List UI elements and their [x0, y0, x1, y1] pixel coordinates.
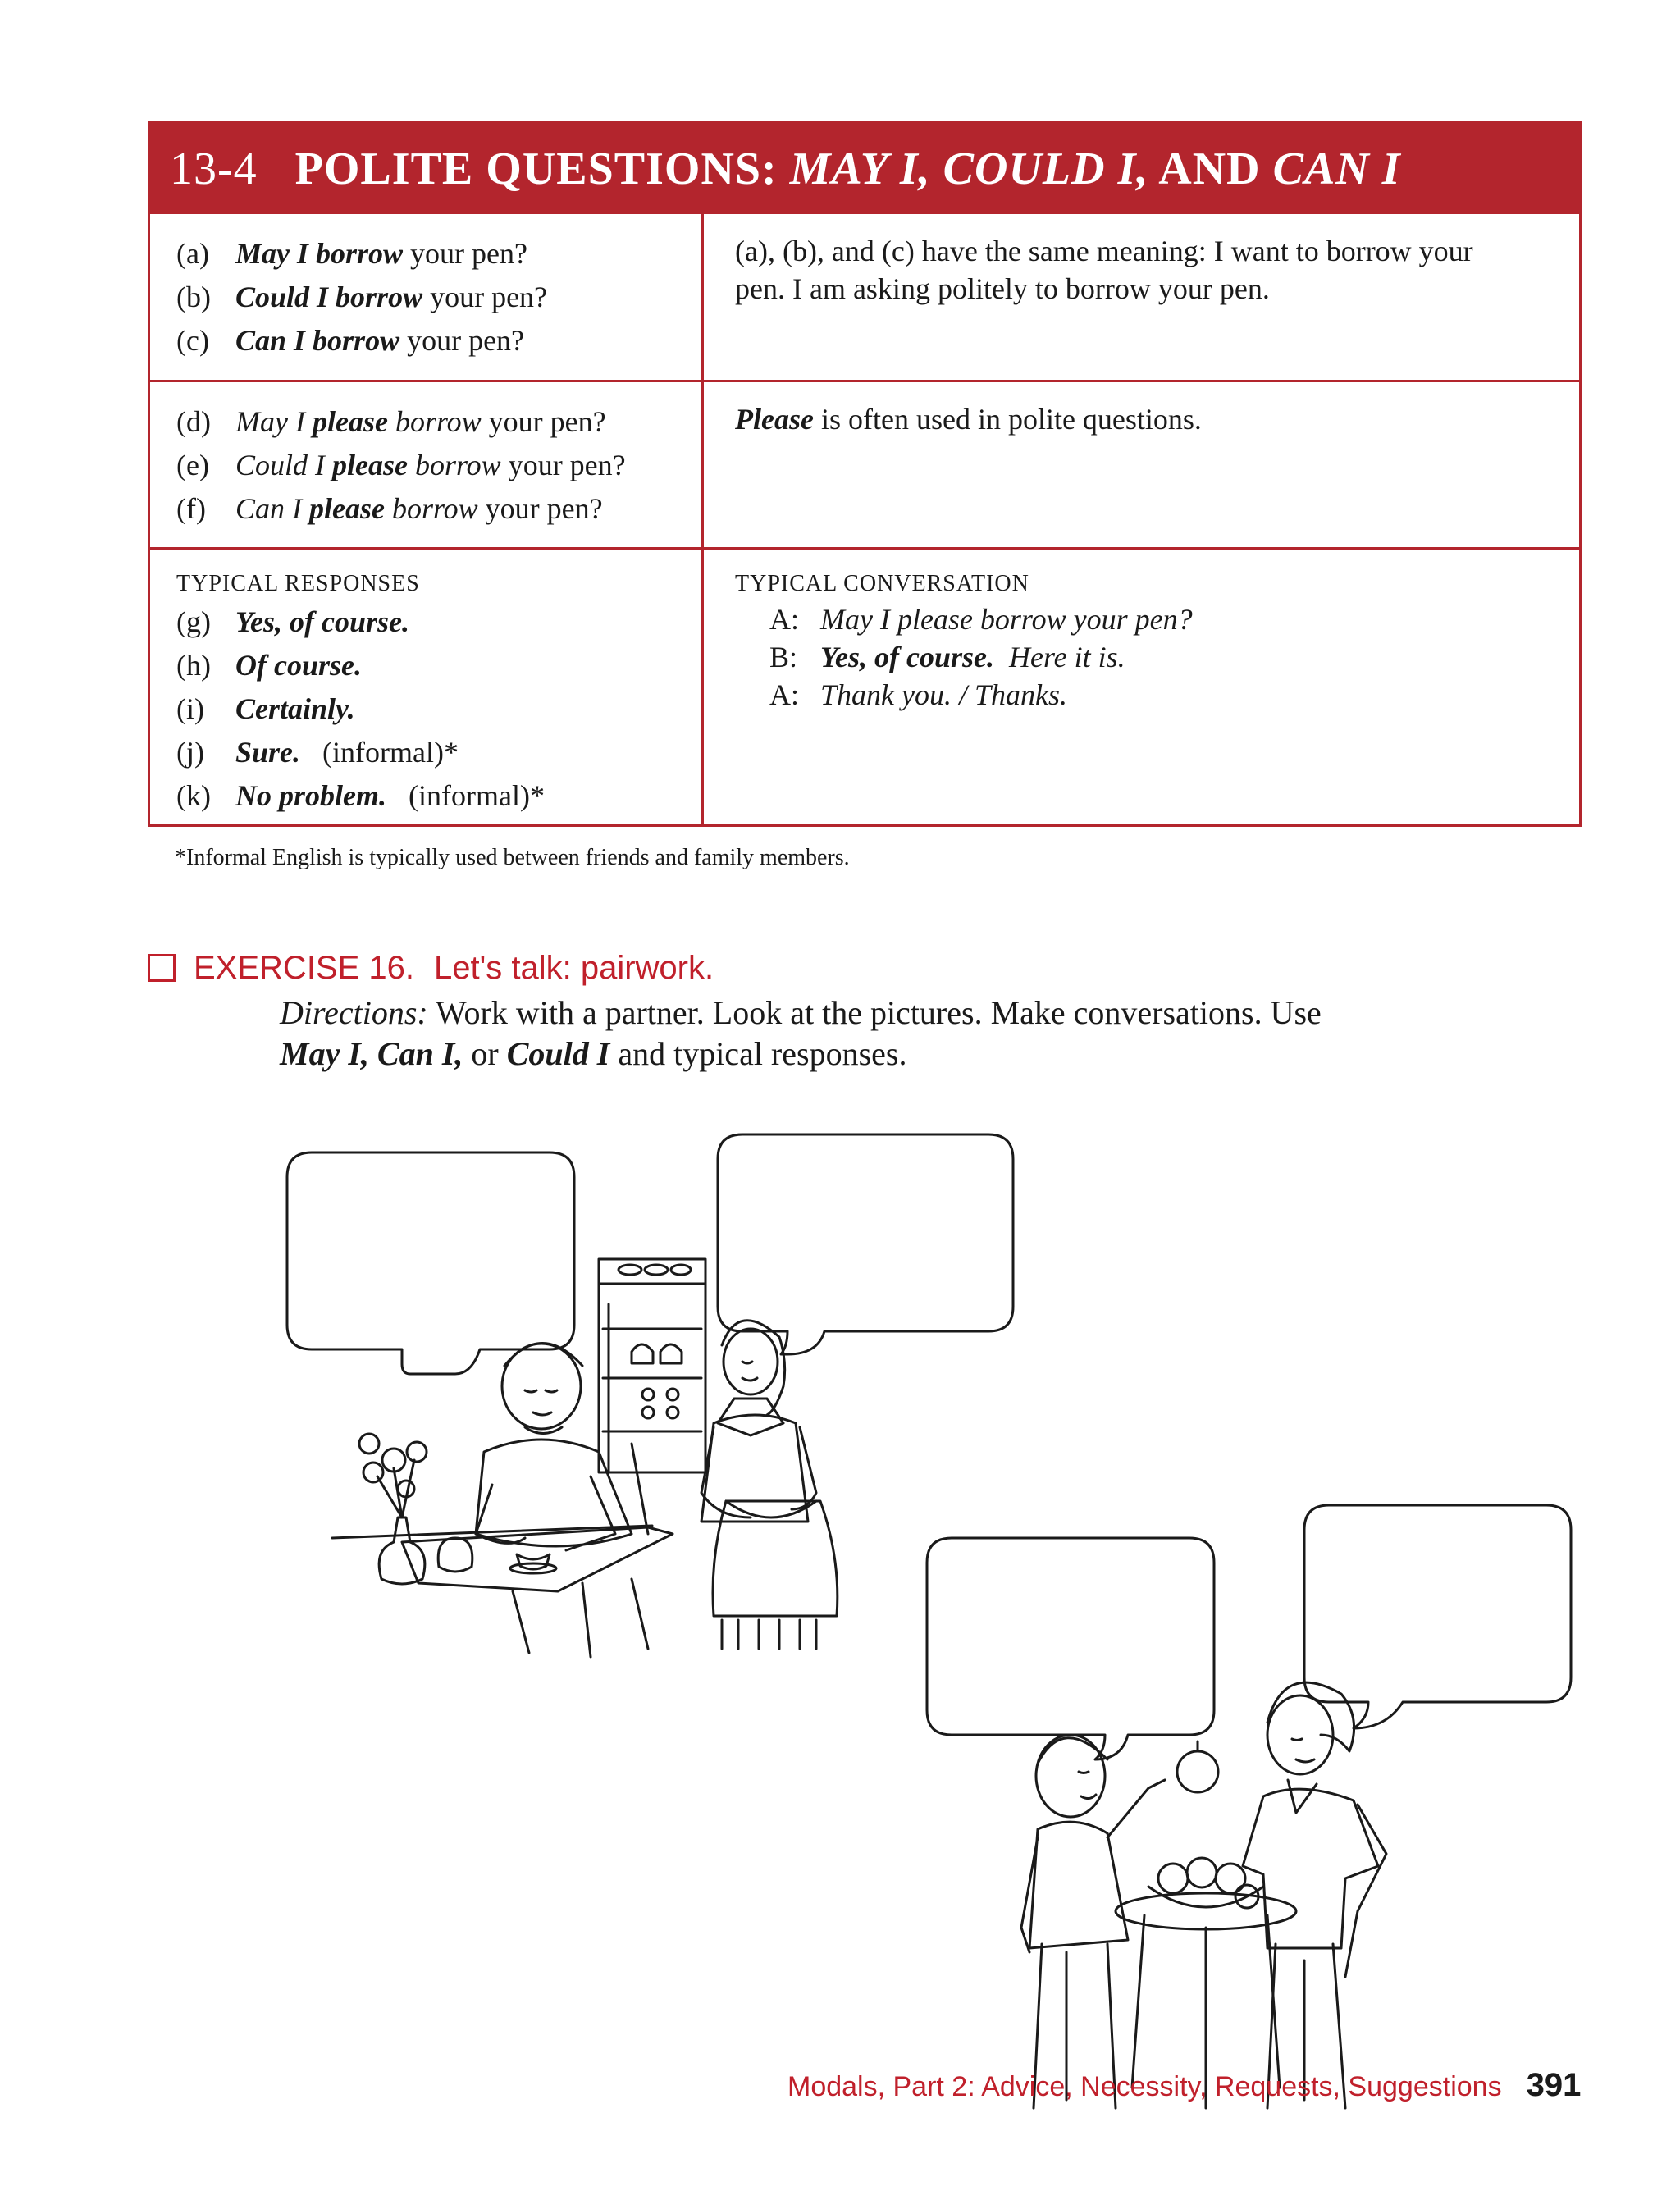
tea-table: [332, 1526, 673, 1657]
explanation-2: Please is often used in polite questions.: [735, 403, 1202, 436]
exercise-number: EXERCISE 16.: [194, 949, 415, 986]
chart-title: POLITE QUESTIONS: MAY I, COULD I, AND CAN I: [294, 144, 1401, 194]
standing-woman: [701, 1321, 838, 1649]
conversation-line-1: A: May I please borrow your pen?: [769, 603, 1193, 636]
explanation-1: (a), (b), and (c) have the same meaning: I want to borrow your pen. I am asking politely to borrow your pen.: [735, 235, 1473, 305]
response-k: (k) No problem. (informal)*: [176, 779, 545, 812]
example-f: (f) Can I please borrow your pen?: [176, 492, 603, 525]
conversation-line-2: B: Yes, of course. Here it is.: [769, 641, 1125, 673]
woman-standing: [1243, 1682, 1386, 2108]
response-h: (h) Of course.: [176, 649, 362, 682]
response-j: (j) Sure. (informal)*: [176, 736, 459, 769]
example-d: (d) May I please borrow your pen?: [176, 405, 606, 438]
example-c: (c) Can I borrow your pen?: [176, 324, 525, 357]
chart-number: 13-4: [170, 144, 258, 194]
response-i: (i) Certainly.: [176, 692, 355, 725]
page-number: 391: [1526, 2067, 1582, 2103]
flower-vase: [359, 1434, 427, 1584]
seated-woman: [476, 1344, 648, 1551]
speech-bubble-1: [287, 1152, 574, 1374]
exercise-directions: Directions: Work with a partner. Look at the pictures. Make conversations. Use May I, Can I, or Could I and typical responses.: [280, 994, 1322, 1072]
conversation-line-3: A: Thank you. / Thanks.: [769, 678, 1067, 711]
apple-icon: [1177, 1751, 1218, 1792]
speech-bubble-2: [718, 1134, 1013, 1354]
boy-with-apple: [1021, 1735, 1218, 2108]
speech-bubble-3: [927, 1538, 1214, 1759]
footnote: *Informal English is typically used between friends and family members.: [175, 845, 850, 870]
example-b: (b) Could I borrow your pen?: [176, 281, 548, 313]
responses-heading: TYPICAL RESPONSES: [176, 571, 420, 596]
exercise-title: Let's talk: pairwork.: [434, 949, 714, 986]
conversation-heading: TYPICAL CONVERSATION: [735, 571, 1029, 596]
speech-bubble-4: [1304, 1505, 1571, 1728]
page-footer: [788, 2067, 1581, 2116]
example-a: (a) May I borrow your pen?: [176, 237, 527, 270]
response-g: (g) Yes, of course.: [176, 605, 409, 638]
example-e: (e) Could I please borrow your pen?: [176, 449, 626, 481]
running-head: Modals, Part 2: Advice, Necessity, Requests, Suggestions: [788, 2071, 1502, 2102]
kitchen-shelf: [599, 1259, 705, 1472]
